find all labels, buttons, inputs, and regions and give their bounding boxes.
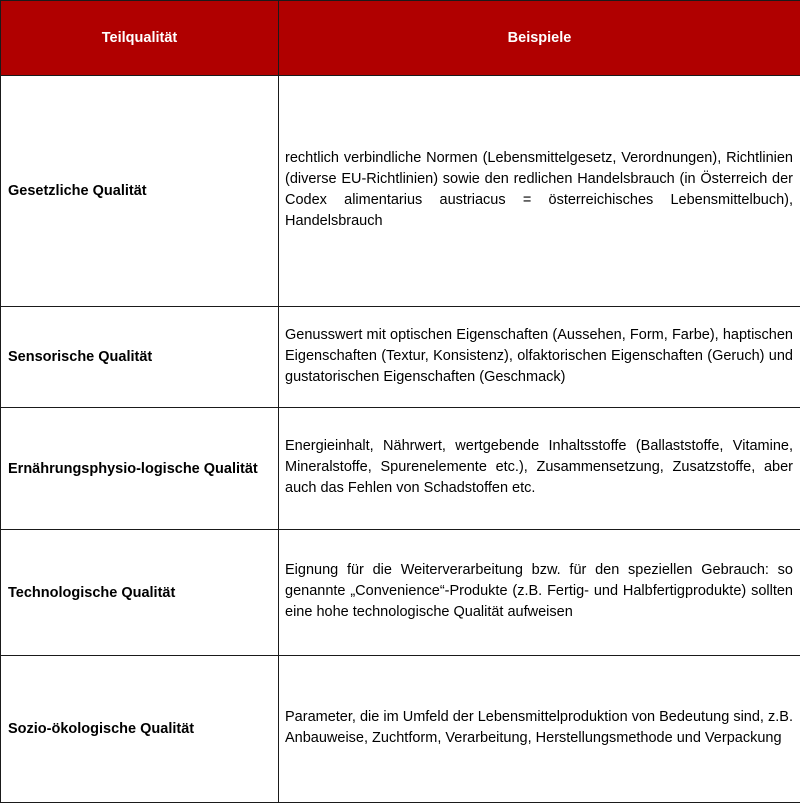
header-row [1,1,800,76]
quality-name: Sensorische Qualität [1,307,279,408]
quality-examples: Parameter, die im Umfeld der Lebensmittelproduktion von Bedeutung sind, z.B. Anbauweise, Zuchtform, Verarbeitung, Herstellungsmethode und Verpackung [285,707,793,749]
quality-name: Sozio-ökologische Qualität [1,656,279,803]
table-row [1,656,800,803]
quality-examples-cell [279,76,800,307]
table-row [1,307,800,408]
quality-name: Technologische Qualität [1,530,279,656]
quality-examples: Genusswert mit optischen Eigenschaften (Aussehen, Form, Farbe), haptischen Eigenschaften (Textur, Konsistenz), olfaktorischen Eigenschaften (Geruch) und gustatorischen Eigenschaften (Geschmack) [285,325,793,388]
table-row [1,408,800,530]
quality-examples: Eignung für die Weiterverarbeitung bzw. für den speziellen Gebrauch: so genannte „Convenience“-Produkte (z.B. Fertig- und Halbfertigprodukte) sollten eine hohe technologische Qualität aufweisen [285,560,793,623]
table-body [1,76,800,803]
header-beispiele: Beispiele [279,1,800,76]
header-teilqualitaet: Teilqualität [1,1,279,76]
table-row [1,530,800,656]
quality-name: Gesetzliche Qualität [1,76,279,307]
quality-examples-cell [279,656,800,803]
quality-examples-cell [279,408,800,530]
quality-examples-cell [279,307,800,408]
quality-name: Ernährungsphysio-logische Qualität [1,408,279,530]
quality-examples: rechtlich verbindliche Normen (Lebensmittelgesetz, Verordnungen), Richtlinien (diverse EU-Richtlinien) sowie den redlichen Handelsbrauch (in Österreich der Codex alimentarius austriacus = österreichisches Lebensmittelbuch), Handelsbrauch [285,148,793,232]
quality-examples: Energieinhalt, Nährwert, wertgebende Inhaltsstoffe (Ballaststoffe, Vitamine, Mineralstoffe, Spurenelemente etc.), Zusammensetzung, Zusatzstoffe, aber auch das Fehlen von Schadstoffen etc. [285,436,793,499]
table-header [1,1,800,76]
table-row [1,76,800,307]
quality-examples-cell [279,530,800,656]
